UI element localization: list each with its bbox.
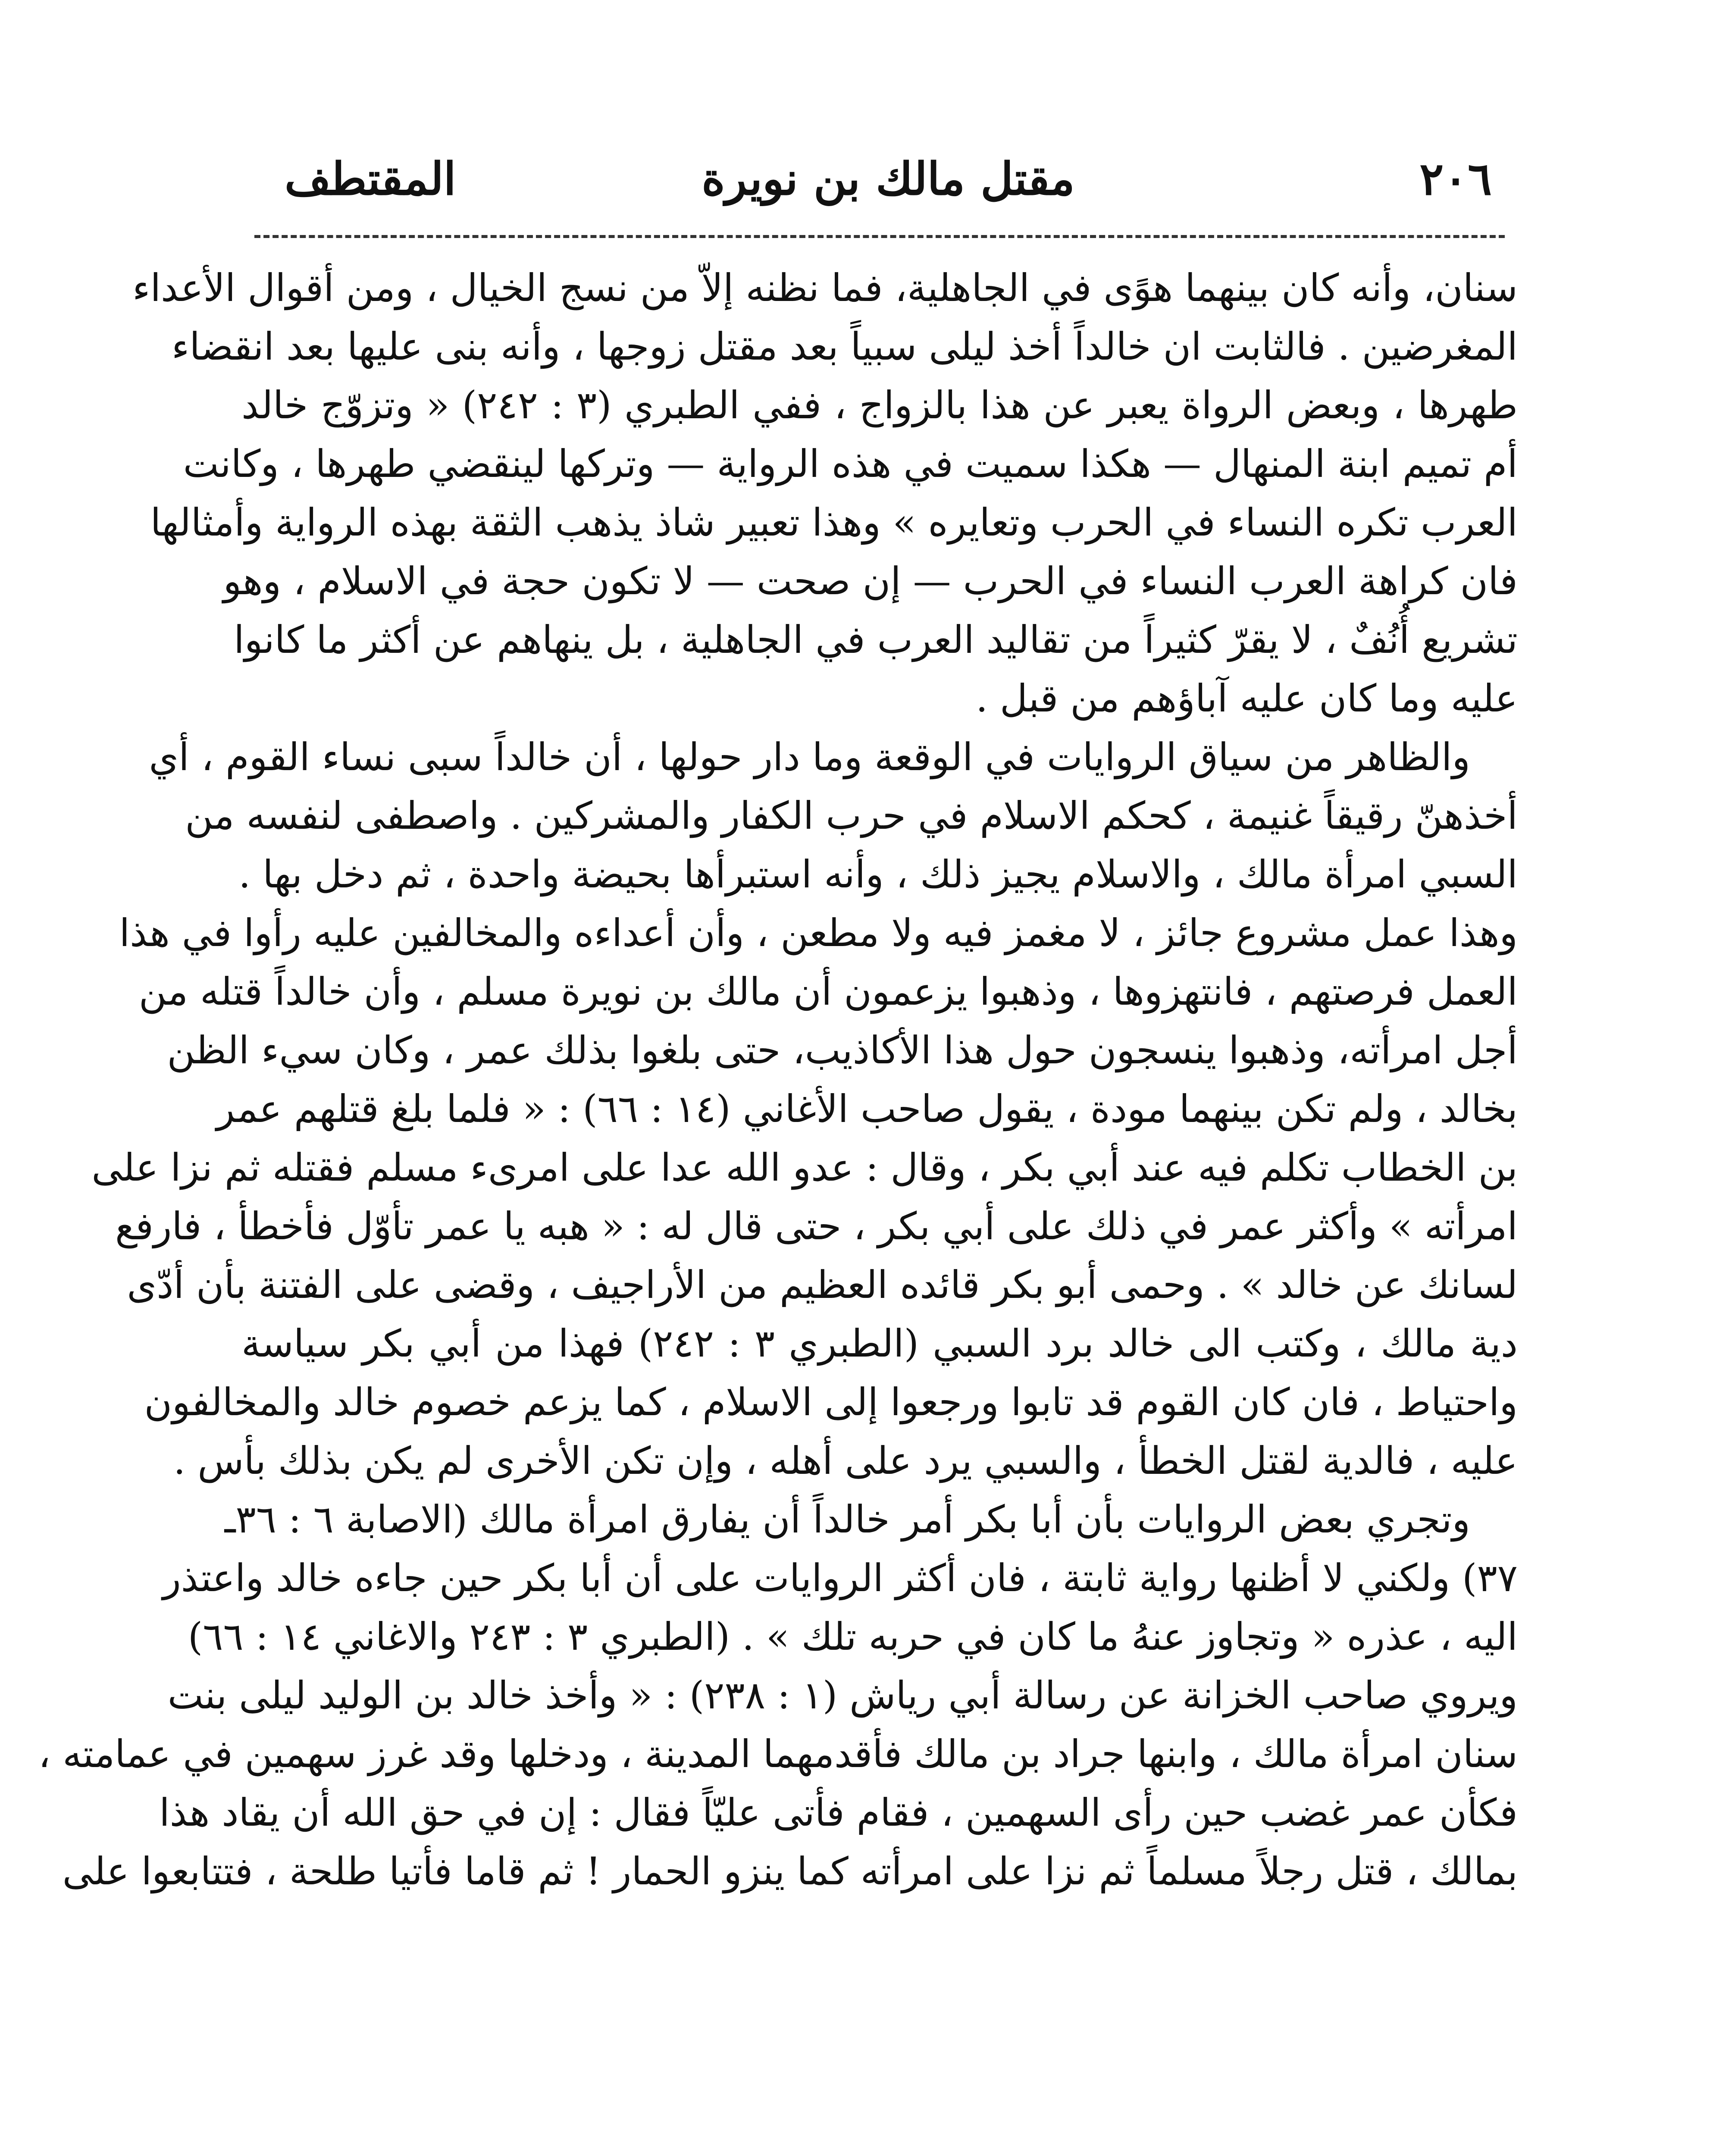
page-header (285, 147, 1492, 220)
text-line: امرأته » وأكثر عمر في ذلك على أبي بكر ، حتى قال له : « هبه يا عمر تأوّل فأخطأ ، فارفع (115, 1204, 1518, 1248)
page-number: ٢٠٦ (1419, 152, 1492, 205)
text-line-paragraph-end: عليه ، فالدية لقتل الخطأ ، والسبي يرد على أهله ، وإن تكن الأخرى لم يكن بذلك بأس . (173, 1438, 1518, 1483)
header-divider (254, 235, 1505, 238)
text-line: دية مالك ، وكتب الى خالد برد السبي (الطبري ٣ : ٢٤٢) فهذا من أبي بكر سياسة (241, 1321, 1518, 1366)
text-line: تشريع أُنُفٌ ، لا يقرّ كثيراً من تقاليد العرب في الجاهلية ، بل ينهاهم عن أكثر ما كانوا (234, 617, 1518, 662)
text-line: أخذهنّ رقيقاً غنيمة ، كحكم الاسلام في حرب الكفار والمشركين . واصطفى لنفسه من (185, 793, 1518, 838)
text-line: أم تميم ابنة المنهال — هكذا سميت في هذه الرواية — وتركها لينقضي طهرها ، وكانت (183, 442, 1518, 486)
text-line: المغرضين . فالثابت ان خالداً أخذ ليلى سبياً بعد مقتل زوجها ، وأنه بنى عليها بعد انقضاء (171, 324, 1518, 369)
text-line: العرب تكره النساء في الحرب وتعايره » وهذا تعبير شاذ يذهب الثقة بهذه الرواية وأمثالها (150, 500, 1518, 545)
text-line: سنان، وأنه كان بينهما هوًى في الجاهلية، فما نظنه إلاّ من نسج الخيال ، ومن أقوال الأعداء (132, 266, 1518, 310)
text-line: ويروي صاحب الخزانة عن رسالة أبي رياش (١ : ٢٣٨) : « وأخذ خالد بن الوليد ليلى بنت (167, 1673, 1518, 1717)
text-line-paragraph-end: عليه وما كان عليه آباؤهم من قبل . (976, 676, 1518, 721)
text-line: لسانك عن خالد » . وحمى أبو بكر قائده العظيم من الأراجيف ، وقضى على الفتنة بأن أدّى (127, 1263, 1518, 1307)
article-body (38, 259, 1518, 2156)
text-line-paragraph-start: وتجري بعض الروايات بأن أبا بكر أمر خالداً أن يفارق امرأة مالك (الاصابة ٦ : ٣٦ـ (224, 1497, 1470, 1542)
text-line: طهرها ، وبعض الرواة يعبر عن هذا بالزواج ، ففي الطبري (٣ : ٢٤٢) « وتزوّج خالد (241, 383, 1518, 427)
running-title: مقتل مالك بن نويرة (702, 152, 1075, 205)
text-line: السبي امرأة مالك ، والاسلام يجيز ذلك ، وأنه استبرأها بحيضة واحدة ، ثم دخل بها . (238, 852, 1518, 896)
text-line: فكأن عمر غضب حين رأى السهمين ، فقام فأتى عليّاً فقال : إن في حق الله أن يقاد هذا (159, 1790, 1518, 1835)
text-line-paragraph-start: والظاهر من سياق الروايات في الوقعة وما دار حولها ، أن خالداً سبى نساء القوم ، أي (149, 735, 1470, 779)
text-line: أجل امرأته، وذهبوا ينسجون حول هذا الأكاذيب، حتى بلغوا بذلك عمر ، وكان سيء الظن (167, 1028, 1518, 1072)
text-line: واحتياط ، فان كان القوم قد تابوا ورجعوا إلى الاسلام ، كما يزعم خصوم خالد والمخالفون (144, 1380, 1518, 1424)
text-line: وهذا عمل مشروع جائز ، لا مغمز فيه ولا مطعن ، وأن أعداءه والمخالفين عليه رأوا في هذا (119, 911, 1518, 955)
text-line: العمل فرصتهم ، فانتهزوها ، وذهبوا يزعمون أن مالك بن نويرة مسلم ، وأن خالداً قتله من (138, 969, 1518, 1014)
text-line: اليه ، عذره « وتجاوز عنهُ ما كان في حربه تلك » . (الطبري ٣ : ٢٤٣ والاغاني ١٤ : ٦٦) (188, 1614, 1518, 1659)
journal-name: المقتطف (285, 152, 456, 205)
text-line: بخالد ، ولم تكن بينهما مودة ، يقول صاحب الأغاني (١٤ : ٦٦) : « فلما بلغ قتلهم عمر (216, 1087, 1518, 1131)
text-line: ٣٧) ولكني لا أظنها رواية ثابتة ، فان أكثر الروايات على أن أبا بكر حين جاءه خالد واعتذر (163, 1556, 1518, 1600)
text-line: بمالك ، قتل رجلاً مسلماً ثم نزا على امرأته كما ينزو الحمار ! ثم قاما فأتيا طلحة ، فتتابعوا على (62, 1849, 1518, 1893)
text-line: فان كراهة العرب النساء في الحرب — إن صحت — لا تكون حجة في الاسلام ، وهو (223, 559, 1518, 603)
text-line: بن الخطاب تكلم فيه عند أبي بكر ، وقال : عدو الله عدا على امرىء مسلم فقتله ثم نزا على (91, 1145, 1518, 1190)
text-line: سنان امرأة مالك ، وابنها جراد بن مالك فأقدمهما المدينة ، ودخلها وقد غرز سهمين في عمامته ، (38, 1732, 1518, 1776)
